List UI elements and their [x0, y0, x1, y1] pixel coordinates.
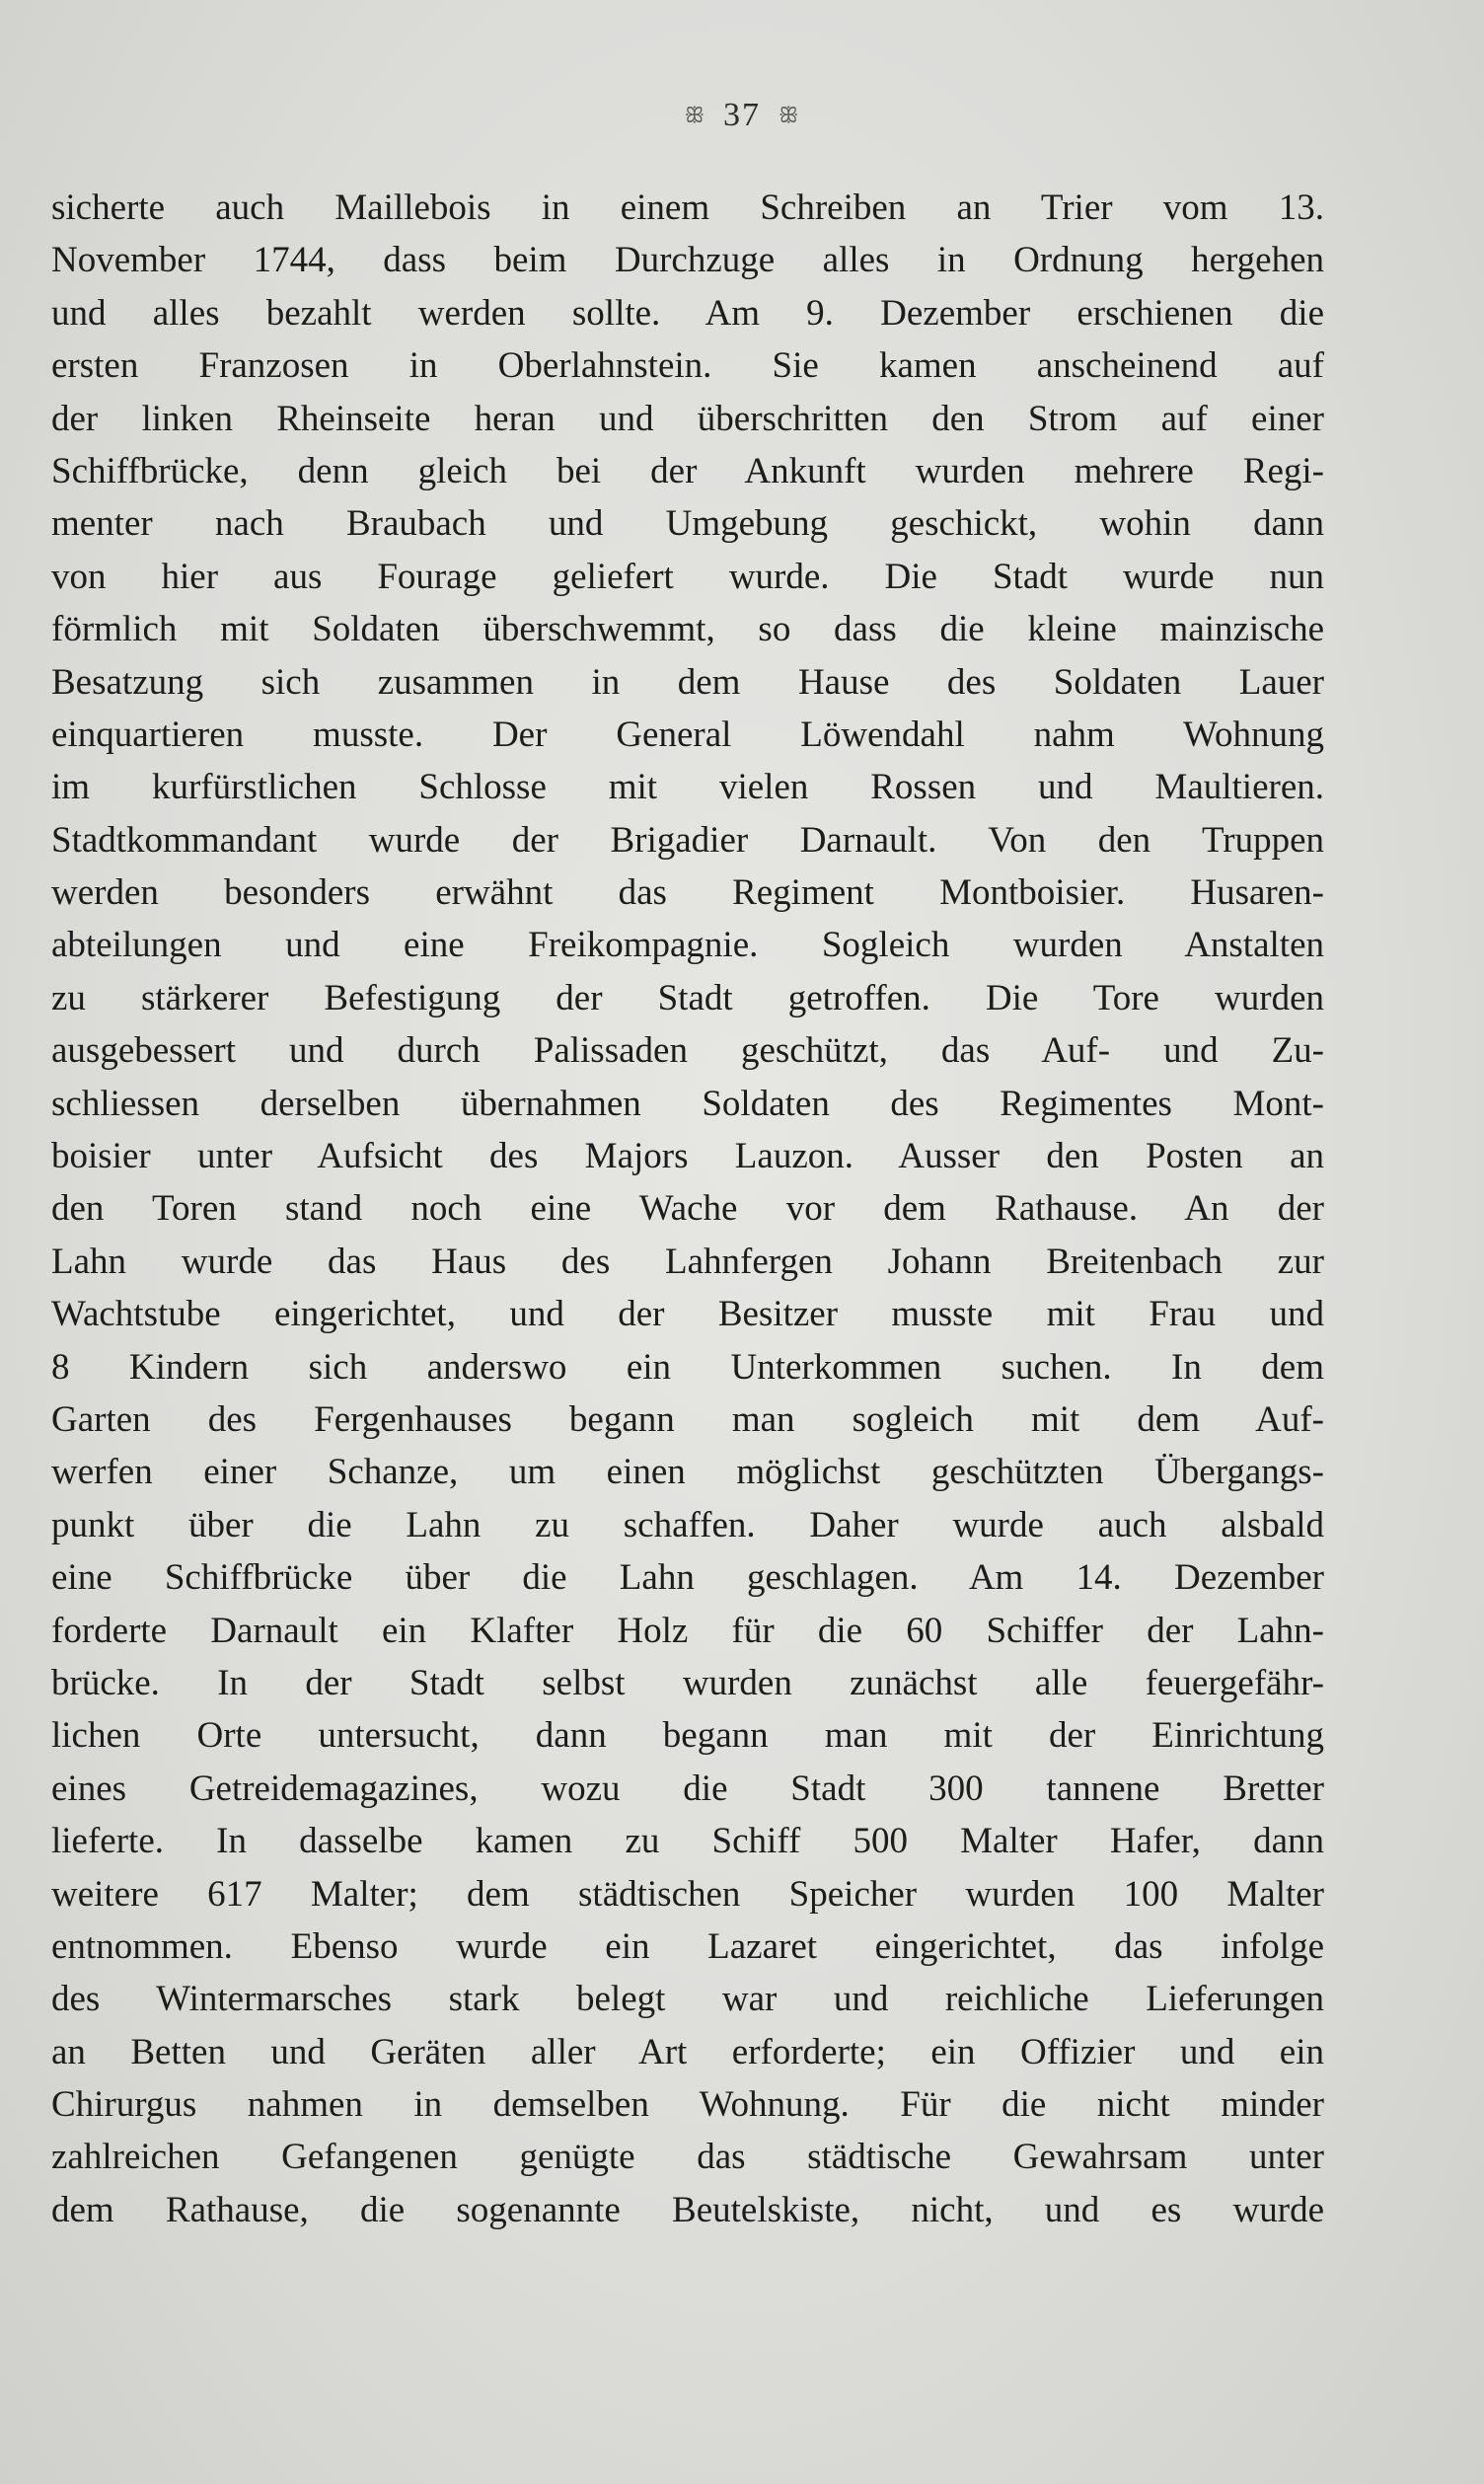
text-line: einquartieren musste. Der General Löwendahl nahm Wohnung [51, 714, 1324, 755]
text-line: eine Schiffbrücke über die Lahn geschlagen. Am 14. Dezember [51, 1557, 1324, 1599]
text-line: entnommen. Ebenso wurde ein Lazaret eingerichtet, das infolge [51, 1925, 1324, 1967]
text-line: Stadtkommandant wurde der Brigadier Darnault. Von den Truppen [51, 819, 1324, 861]
text-line: des Wintermarsches stark belegt war und reichliche Lieferungen [51, 1979, 1324, 2020]
text-line: lichen Orte untersucht, dann begann man mit der Einrichtung [51, 1715, 1324, 1757]
text-line: weitere 617 Malter; dem städtischen Speicher wurden 100 Malter [51, 1873, 1324, 1915]
text-line: boisier unter Aufsicht des Majors Lauzon. Ausser den Posten an [51, 1136, 1324, 1177]
text-line: menter nach Braubach und Umgebung geschickt, wohin dann [51, 503, 1324, 545]
text-line: Lahn wurde das Haus des Lahnfergen Johann Breitenbach zur [51, 1241, 1324, 1282]
ornament-right: ꕥ [779, 103, 800, 128]
page-number: 37 [723, 97, 761, 134]
ornament-left: ꕥ [684, 103, 705, 128]
text-line: ausgebessert und durch Palissaden geschützt, das Auf- und Zu- [51, 1030, 1324, 1072]
text-line: und alles bezahlt werden sollte. Am 9. Dezember erschienen die [51, 292, 1324, 334]
page-header [0, 95, 1484, 134]
text-line: zahlreichen Gefangenen genügte das städtische Gewahrsam unter [51, 2137, 1324, 2178]
text-line: sicherte auch Maillebois in einem Schreiben an Trier vom 13. [51, 188, 1324, 228]
text-line: brücke. In der Stadt selbst wurden zunächst alle feuergefähr- [51, 1662, 1324, 1703]
text-line: an Betten und Geräten aller Art erforderte; ein Offizier und ein [51, 2031, 1324, 2072]
text-line: werden besonders erwähnt das Regiment Montboisier. Husaren- [51, 872, 1324, 914]
text-line: werfen einer Schanze, um einen möglichst geschützten Übergangs- [51, 1452, 1324, 1493]
text-line: Schiffbrücke, denn gleich bei der Ankunft wurden mehrere Regi- [51, 450, 1324, 491]
text-line: den Toren stand noch eine Wache vor dem Rathause. An der [51, 1188, 1324, 1230]
text-line: der linken Rheinseite heran und überschritten den Strom auf einer [51, 398, 1324, 439]
text-line: 8 Kindern sich anderswo ein Unterkommen suchen. In dem [51, 1346, 1324, 1388]
text-line: abteilungen und eine Freikompagnie. Sogleich wurden Anstalten [51, 925, 1324, 966]
text-line: von hier aus Fourage geliefert wurde. Die Stadt wurde nun [51, 556, 1324, 597]
text-line: lieferte. In dasselbe kamen zu Schiff 500 Malter Hafer, dann [51, 1821, 1324, 1862]
text-line: November 1744, dass beim Durchzuge alles in Ordnung hergehen [51, 240, 1324, 281]
text-line: eines Getreidemagazines, wozu die Stadt 300 tannene Bretter [51, 1768, 1324, 1809]
text-line: zu stärkerer Befestigung der Stadt getroffen. Die Tore wurden [51, 977, 1324, 1018]
text-line: forderte Darnault ein Klafter Holz für die 60 Schiffer der Lahn- [51, 1610, 1324, 1651]
text-line: punkt über die Lahn zu schaffen. Daher wurde auch alsbald [51, 1504, 1324, 1545]
text-line: schliessen derselben übernahmen Soldaten des Regimentes Mont- [51, 1083, 1324, 1124]
text-line: dem Rathause, die sogenannte Beutelskiste, nicht, und es wurde [51, 2189, 1324, 2230]
text-line: im kurfürstlichen Schlosse mit vielen Rossen und Maultieren. [51, 767, 1324, 808]
body-text [51, 182, 1324, 2236]
text-line: Garten des Fergenhauses begann man sogleich mit dem Auf- [51, 1398, 1324, 1440]
text-line: Chirurgus nahmen in demselben Wohnung. Für die nicht minder [51, 2084, 1324, 2126]
text-line: Wachtstube eingerichtet, und der Besitzer musste mit Frau und [51, 1294, 1324, 1335]
text-line: Besatzung sich zusammen in dem Hause des Soldaten Lauer [51, 661, 1324, 703]
text-line: förmlich mit Soldaten überschwemmt, so dass die kleine mainzische [51, 609, 1324, 650]
text-line: ersten Franzosen in Oberlahnstein. Sie kamen anscheinend auf [51, 345, 1324, 387]
